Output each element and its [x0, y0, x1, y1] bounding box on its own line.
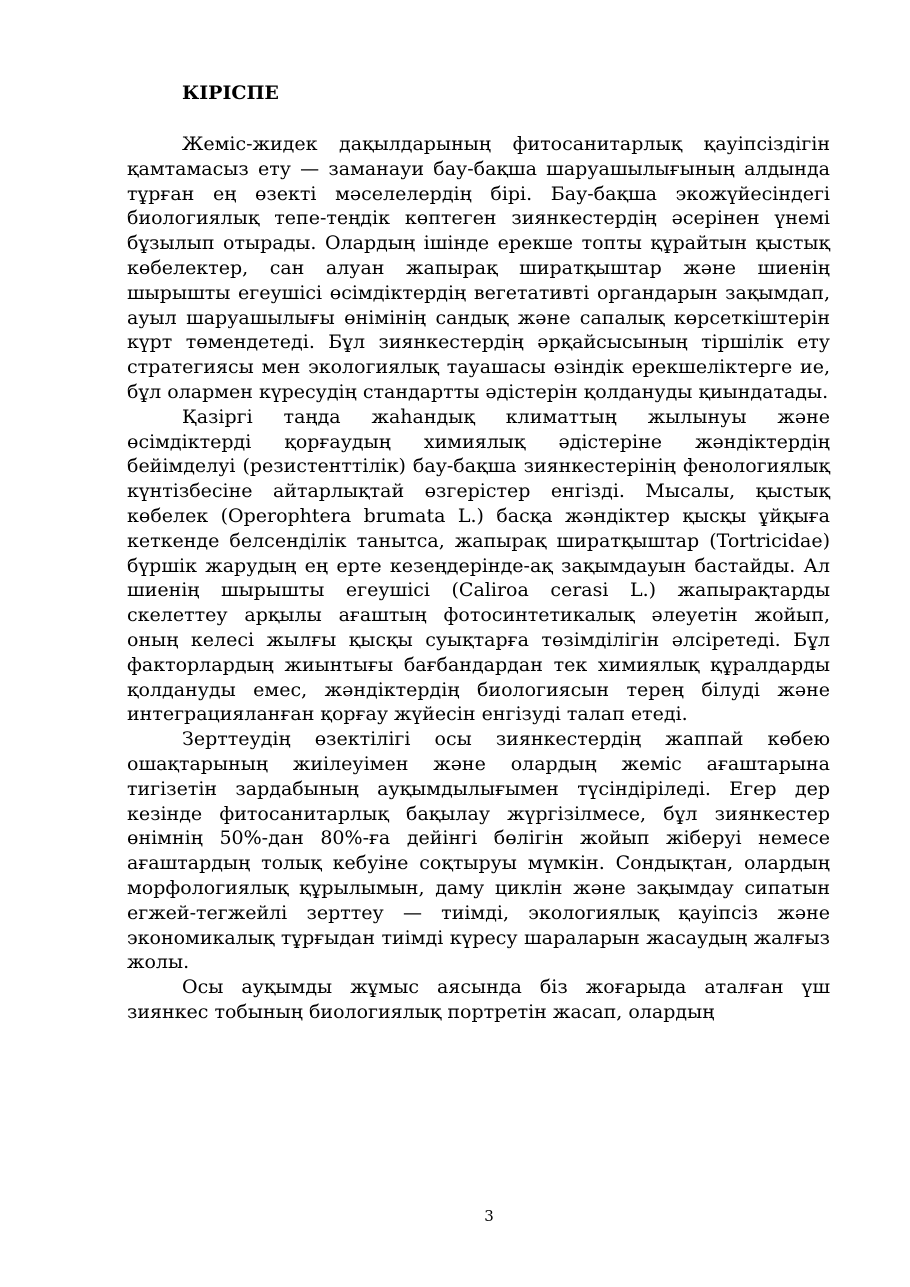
page-body	[127, 80, 830, 1025]
paragraph-2: Қазіргі таңда жаһандық климаттың жылынуы және өсімдіктерді қорғаудың химиялық әдістеріне жәндіктердің бейімделуі (резистенттілік) бау-бақша зиянкестерінің фенологиялық күнтізбесіне айтарлықтай өзгерістер енгізді. Мысалы, қыстық көбелек (Operophtera brumata L.) басқа жәндіктер қысқы ұйқыға кеткенде белсенділік танытса, жапырақ ширатқыштар (Tortricidae) бүршік жарудың ең ерте кезеңдерінде-ақ зақымдауын бастайды. Ал шиенің шырышты егеушісі (Caliroa cerasi L.) жапырақтарды скелеттеу арқылы ағаштың фотосинтетикалық әлеуетін жойып, оның келесі жылғы қысқы суықтарға төзімділігін әлсіретеді. Бұл факторлардың жиынтығы бағбандардан тек химиялық құралдарды қолдануды емес, жәндіктердің биологиясын терең білуді және интеграцияланған қорғау жүйесін енгізуді талап етеді.	[127, 405, 830, 726]
page-number: 3	[484, 1207, 494, 1225]
section-heading: КІРІСПЕ	[182, 82, 279, 104]
paragraph-4: Осы ауқымды жұмыс аясында біз жоғарыда аталған үш зиянкес тобының биологиялық портретін жасап, олардың	[127, 976, 830, 1023]
paragraph-3: Зерттеудің өзектілігі осы зиянкестердің жаппай көбею ошақтарының жиілеуімен және олардың жеміс ағаштарына тигізетін зардабының ауқымдылығымен түсіндіріледі. Егер дер кезінде фитосанитарлық бақылау жүргізілмесе, бұл зиянкестер өнімнің 50%-дан 80%-ға дейінгі бөлігін жойып жіберуі немесе ағаштардың толық кебуіне соқтыруы мүмкін. Сондықтан, олардың морфологиялық құрылымын, даму циклін және зақымдау сипатын егжей-тегжейлі зерттеу — тиімді, экологиялық қауіпсіз және экономикалық тұрғыдан тиімді күресу шараларын жасаудың жалғыз жолы.	[127, 728, 830, 974]
paragraph-1: Жеміс-жидек дақылдарының фитосанитарлық қауіпсіздігін қамтамасыз ету — заманауи бау-бақша шаруашылығының алдында тұрған ең өзекті мәселелердің бірі. Бау-бақша экожүйесіндегі биологиялық тепе-теңдік көптеген зиянкестердің әсерінен үнемі бұзылып отырады. Олардың ішінде ерекше топты құрайтын қыстық көбелектер, сан алуан жапырақ ширатқыштар және шиенің шырышты егеушісі өсімдіктердің вегетативті органдарын зақымдап, ауыл шаруашылығы өнімінің сандық және сапалық көрсеткіштерін күрт төмендетеді. Бұл зиянкестердің әрқайсысының тіршілік ету стратегиясы мен экологиялық тауашасы өзіндік ерекшеліктерге ие, бұл олармен күресудің стандартты әдістерін қолдануды қиындатады.	[127, 133, 830, 403]
